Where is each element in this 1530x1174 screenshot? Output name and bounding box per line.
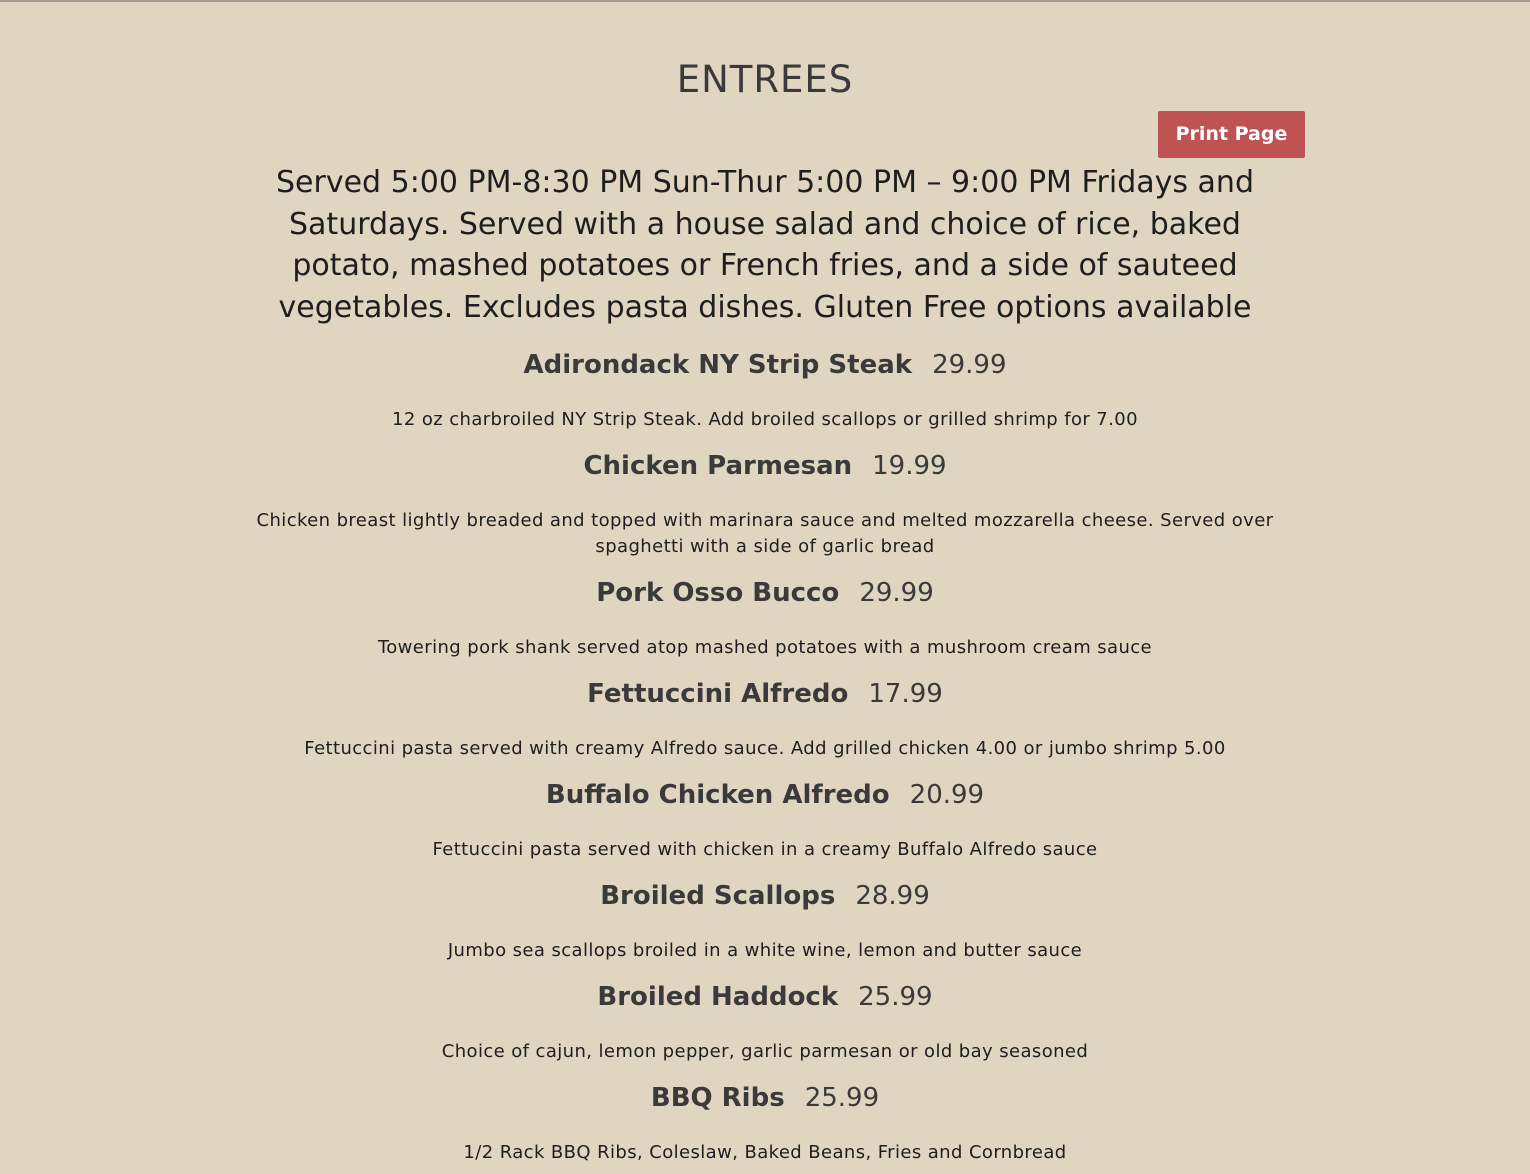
menu-item: [240, 972, 1290, 1073]
menu-item-description: Towering pork shank served atop mashed potatoes with a mushroom cream sauce: [377, 637, 1153, 658]
menu-item-name: Broiled Haddock: [597, 982, 839, 1012]
menu-item-header: [240, 568, 1290, 619]
menu-item-name: Adirondack NY Strip Steak: [523, 350, 913, 380]
menu-item-price: 29.99: [932, 350, 1007, 380]
menu-item: [240, 770, 1290, 871]
menu-item-price: 25.99: [804, 1083, 880, 1113]
menu-item-description: 1/2 Rack BBQ Ribs, Coleslaw, Baked Beans, Fries and Cornbread: [463, 1142, 1067, 1163]
menu-item-header: [240, 441, 1290, 492]
menu-item-name: Chicken Parmesan: [583, 451, 853, 481]
menu-item-header: [240, 340, 1290, 391]
menu-item: [240, 871, 1290, 972]
menu-item-description: Chicken breast lightly breaded and topped with marinara sauce and melted mozzarella cheese. Served over spaghetti with a side of garlic bread: [256, 510, 1274, 557]
menu-item: [240, 441, 1290, 568]
menu-item-price: 25.99: [858, 982, 933, 1012]
menu-item-price: 19.99: [872, 451, 947, 481]
menu-item-description: Fettuccini pasta served with chicken in a creamy Buffalo Alfredo sauce: [432, 839, 1098, 860]
menu-item-header: [240, 871, 1290, 922]
menu-item-description: Fettuccini pasta served with creamy Alfredo sauce. Add grilled chicken 4.00 or jumbo shrimp 5.00: [304, 738, 1226, 759]
menu-item-price: 20.99: [909, 780, 985, 810]
menu-item: [240, 669, 1290, 770]
menu-item-price: 17.99: [868, 679, 943, 709]
menu-item-header: [240, 1073, 1290, 1124]
menu-item-name: Buffalo Chicken Alfredo: [545, 780, 890, 810]
menu-item: [240, 1073, 1290, 1174]
menu-item-name: Fettuccini Alfredo: [587, 679, 849, 709]
menu-item-name: BBQ Ribs: [650, 1083, 785, 1113]
page-title: ENTREES: [676, 58, 854, 101]
menu-item-header: [240, 770, 1290, 821]
print-page-button[interactable]: Print Page: [1158, 111, 1305, 158]
menu-item-header: [240, 972, 1290, 1023]
menu-item: [240, 568, 1290, 669]
menu-item-description: 12 oz charbroiled NY Strip Steak. Add broiled scallops or grilled shrimp for 7.00: [392, 409, 1138, 430]
entrees-menu: [240, 340, 1290, 1174]
menu-item-name: Broiled Scallops: [600, 881, 836, 911]
menu-item-price: 28.99: [855, 881, 930, 911]
menu-item-description: Choice of cajun, lemon pepper, garlic parmesan or old bay seasoned: [441, 1041, 1089, 1062]
menu-item-header: [240, 669, 1290, 720]
menu-item-name: Pork Osso Bucco: [596, 578, 840, 608]
menu-item: [240, 340, 1290, 441]
menu-item-description: Jumbo sea scallops broiled in a white wine, lemon and butter sauce: [447, 940, 1083, 961]
service-hours-intro: Served 5:00 PM-8:30 PM Sun-Thur 5:00 PM – 9:00 PM Fridays and Saturdays. Served with a house salad and choice of rice, baked potato, mashed potatoes or French fries, and a side of sauteed vegetables. Excludes pasta dishes. Gluten Free options available: [275, 165, 1254, 325]
menu-item-price: 29.99: [859, 578, 934, 608]
